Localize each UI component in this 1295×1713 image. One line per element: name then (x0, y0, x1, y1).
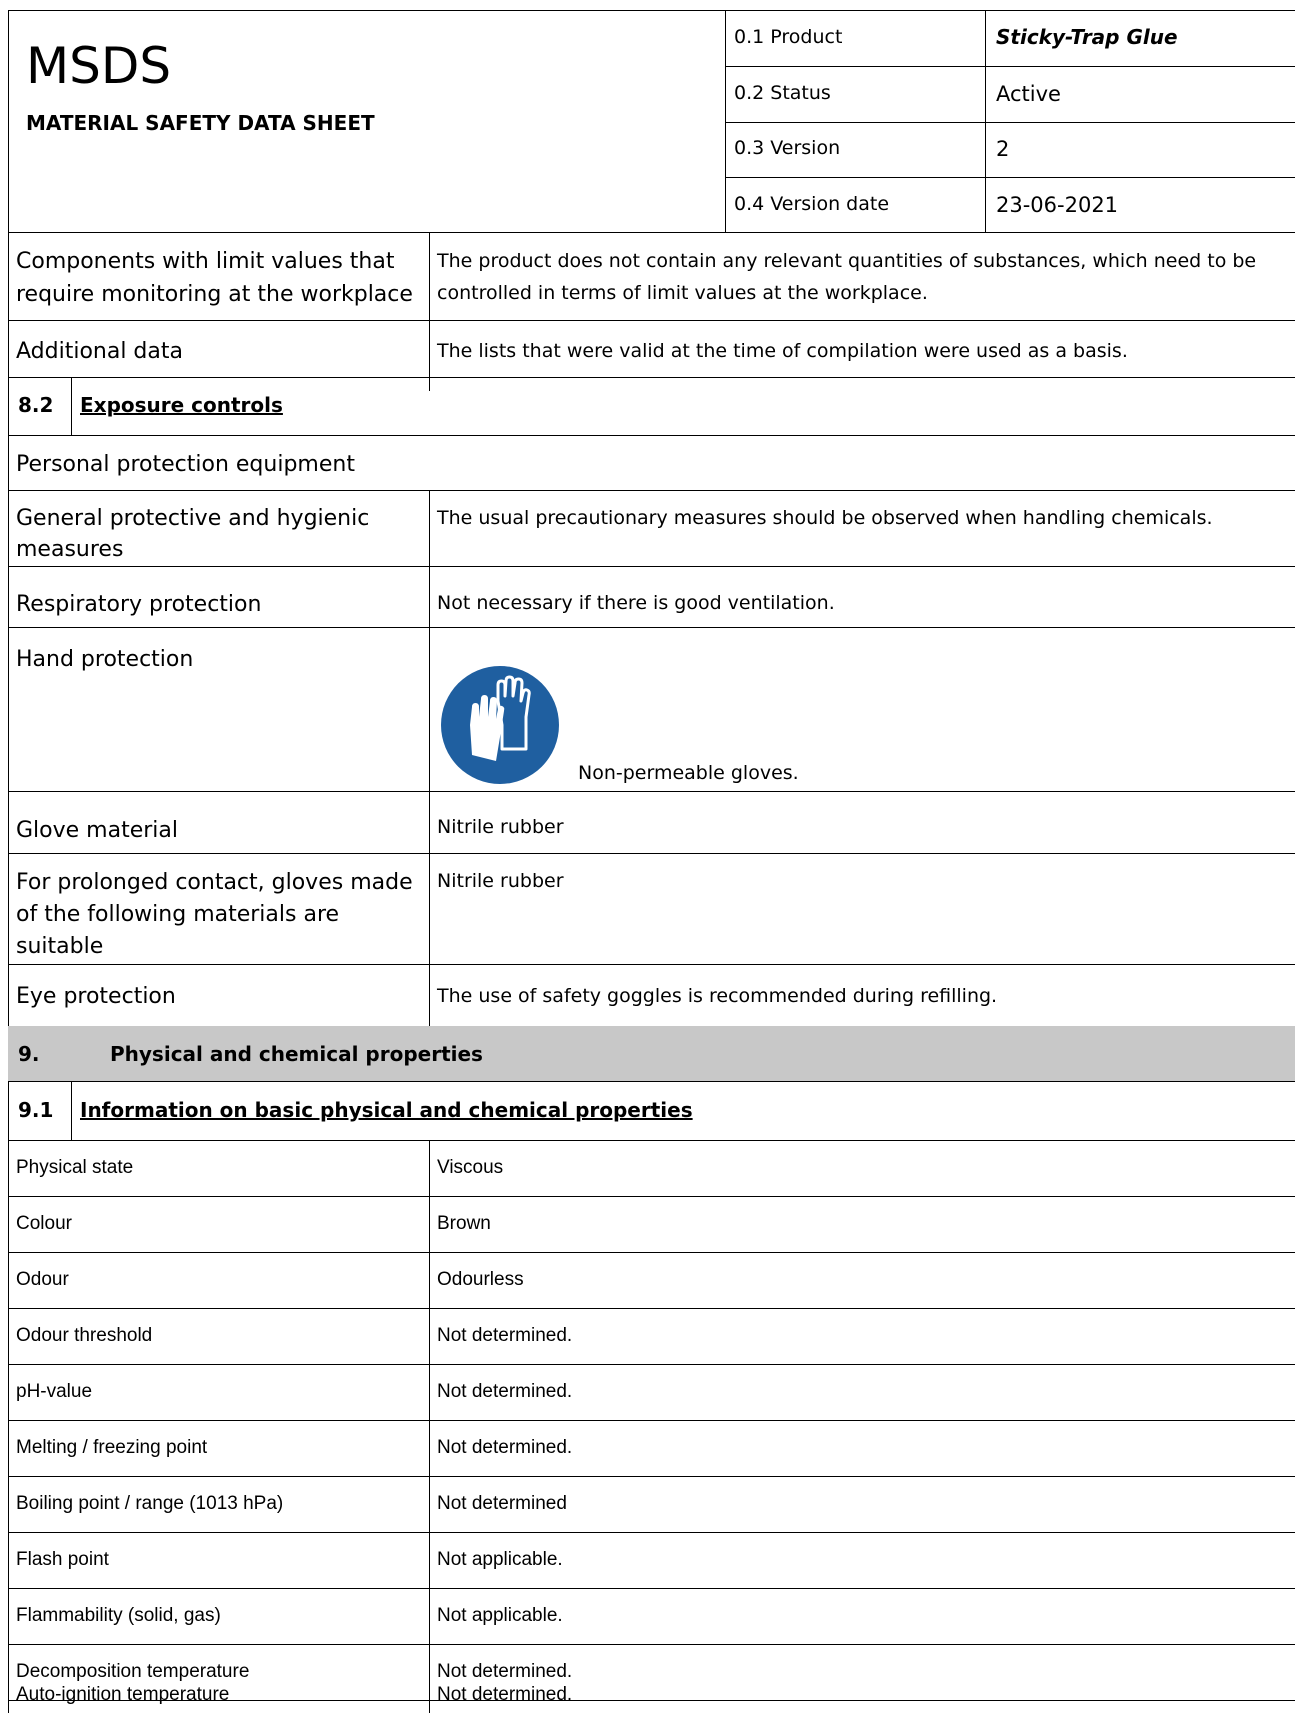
row-label-hand-protection: Hand protection (16, 647, 194, 672)
prop-value-flash-point: Not applicable. (437, 1549, 563, 1570)
row-value-respiratory: Not necessary if there is good ventilation. (437, 592, 835, 614)
row-label-eye-protection: Eye protection (16, 984, 176, 1009)
prop-value-colour: Brown (437, 1213, 491, 1234)
meta-label-version: 0.3 Version (734, 137, 841, 159)
row-value-limit-values-2: controlled in terms of limit values at the workplace. (437, 282, 928, 304)
meta-label-status: 0.2 Status (734, 82, 831, 104)
prop-label-odour: Odour (16, 1269, 69, 1290)
prop-label-colour: Colour (16, 1213, 72, 1234)
prop-label-flash-point: Flash point (16, 1549, 109, 1570)
row-value-hand-protection: Non-permeable gloves. (578, 762, 799, 784)
row-label-general-measures-2: measures (16, 537, 124, 562)
meta-value-status: Active (996, 82, 1061, 106)
prop-label-odour-threshold: Odour threshold (16, 1325, 153, 1346)
prop-value-melting-point: Not determined. (437, 1437, 573, 1458)
gloves-mandatory-icon (440, 665, 560, 785)
prop-value-auto-ignition: Not determined. (437, 1684, 573, 1705)
row-label-prolonged-contact-2: of the following materials are (16, 902, 340, 927)
row-label-general-measures: General protective and hygienic (16, 506, 370, 531)
prop-value-boiling-point: Not determined (437, 1493, 567, 1514)
prop-value-decomposition: Not determined. (437, 1661, 573, 1682)
row-label-glove-material: Glove material (16, 818, 178, 843)
prop-value-flammability: Not applicable. (437, 1605, 563, 1626)
row-label-prolonged-contact: For prolonged contact, gloves made (16, 870, 413, 895)
section-8-2-number: 8.2 (18, 393, 54, 417)
prop-label-ph-value: pH-value (16, 1381, 93, 1402)
prop-value-ph-value: Not determined. (437, 1381, 573, 1402)
section-8-2-title: Exposure controls (80, 393, 283, 417)
row-label-additional-data: Additional data (16, 339, 183, 364)
section-9-1-title: Information on basic physical and chemical properties (80, 1098, 693, 1122)
row-value-limit-values: The product does not contain any relevant quantities of substances, which need to be (437, 250, 1257, 272)
section-9-number: 9. (18, 1042, 40, 1066)
row-value-eye-protection: The use of safety goggles is recommended during refilling. (437, 985, 998, 1007)
row-label-limit-values: Components with limit values that (16, 249, 395, 274)
prop-label-auto-ignition: Auto-ignition temperature (16, 1684, 230, 1705)
row-label-limit-values-2: require monitoring at the workplace (16, 282, 413, 307)
prop-label-physical-state: Physical state (16, 1157, 134, 1178)
row-value-prolonged-contact: Nitrile rubber (437, 870, 564, 892)
prop-value-physical-state: Viscous (437, 1157, 504, 1178)
row-value-general-measures: The usual precautionary measures should be observed when handling chemicals. (437, 507, 1213, 529)
document-title: MSDS (26, 37, 172, 95)
section-9-title: Physical and chemical properties (110, 1042, 483, 1066)
ppe-heading: Personal protection equipment (16, 452, 355, 477)
meta-value-version-date: 23-06-2021 (996, 193, 1119, 217)
row-label-prolonged-contact-3: suitable (16, 934, 104, 959)
prop-value-odour-threshold: Not determined. (437, 1325, 573, 1346)
prop-value-odour: Odourless (437, 1269, 524, 1290)
meta-value-version: 2 (996, 137, 1010, 161)
prop-label-melting-point: Melting / freezing point (16, 1437, 208, 1458)
prop-label-flammability: Flammability (solid, gas) (16, 1605, 221, 1626)
prop-label-decomposition: Decomposition temperature (16, 1661, 250, 1682)
meta-value-product: Sticky-Trap Glue (996, 25, 1178, 49)
section-9-1-number: 9.1 (18, 1098, 54, 1122)
row-value-additional-data: The lists that were valid at the time of compilation were used as a basis. (437, 340, 1128, 362)
row-value-glove-material: Nitrile rubber (437, 816, 564, 838)
meta-label-version-date: 0.4 Version date (734, 193, 890, 215)
meta-label-product: 0.1 Product (734, 26, 843, 48)
row-label-respiratory: Respiratory protection (16, 592, 262, 617)
prop-label-boiling-point: Boiling point / range (1013 hPa) (16, 1493, 284, 1514)
document-subtitle: MATERIAL SAFETY DATA SHEET (26, 111, 375, 135)
